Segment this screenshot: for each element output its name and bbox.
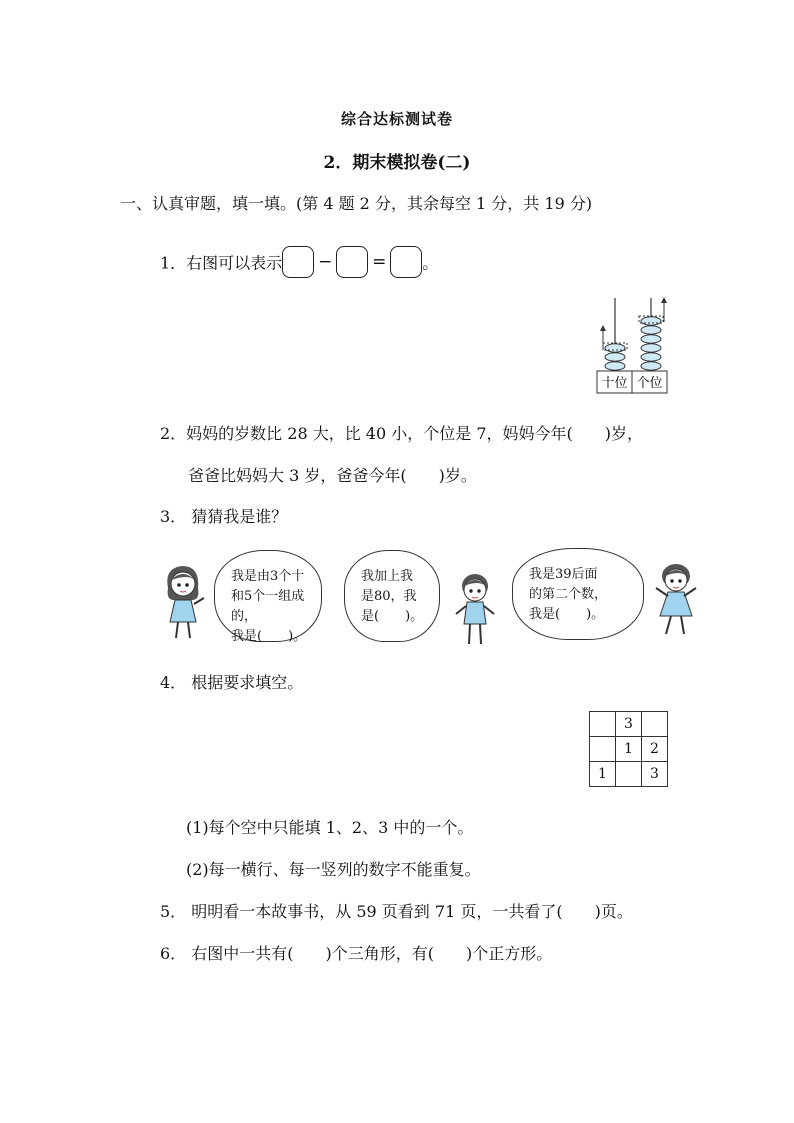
- number-grid: [589, 711, 668, 787]
- abacus-figure: [596, 296, 668, 394]
- answer-box-1[interactable]: [282, 246, 314, 278]
- grid-cell[interactable]: [642, 712, 668, 737]
- abacus-bead: [641, 335, 661, 343]
- grid-cell[interactable]: [590, 712, 616, 737]
- question-1-end: 。: [422, 253, 439, 273]
- girl-illustration: [650, 558, 702, 640]
- question-4-rule-2: (2)每一横行、每一竖列的数字不能重复。: [186, 860, 481, 879]
- answer-box-2[interactable]: [336, 246, 368, 278]
- paper-subtitle: 2．期末模拟卷(二): [323, 153, 471, 173]
- speech-bubble-2: [344, 550, 440, 642]
- bubble-1-line-3: 我是( )。: [231, 629, 307, 644]
- abacus-bead: [605, 344, 625, 352]
- bubble-3-line-1: 我是39后面: [529, 567, 598, 582]
- grid-row: [590, 712, 668, 737]
- bubble-3-line-2: 的第二个数，: [529, 587, 608, 602]
- bubble-1-line-1: 我是由3个十: [231, 569, 305, 584]
- grid-cell[interactable]: [590, 737, 616, 762]
- ones-beads: [639, 316, 663, 370]
- question-1: [160, 246, 438, 278]
- abacus-drawing: [596, 296, 668, 394]
- grid-cell[interactable]: [616, 762, 642, 787]
- grid-cell: 2: [642, 737, 668, 762]
- question-5: 5． 明明看一本故事书，从 59 页看到 71 页，一共看了( )页。: [160, 902, 633, 921]
- bubble-2-line-3: 是( )。: [361, 609, 424, 624]
- tens-place-label: 十位: [601, 376, 628, 391]
- bubble-3-line-3: 我是( )。: [529, 607, 605, 622]
- grid-row: [590, 737, 668, 762]
- grid-cell: 3: [616, 712, 642, 737]
- question-2-line-1: 2．妈妈的岁数比 28 大，比 40 小，个位是 7，妈妈今年( )岁，: [160, 424, 643, 443]
- minus-sign: −: [318, 252, 333, 272]
- paper-title: 综合达标测试卷: [340, 110, 453, 128]
- section-heading: 一、认真审题，填一填。(第 4 题 2 分，其余每空 1 分，共 19 分): [120, 194, 593, 213]
- grid-cell: 1: [616, 737, 642, 762]
- abacus-bead: [641, 362, 661, 370]
- question-2-line-2: 爸爸比妈妈大 3 岁，爸爸今年( )岁。: [188, 466, 477, 485]
- abacus-bead: [605, 353, 625, 361]
- question-4: 4． 根据要求填空。: [160, 673, 304, 692]
- question-6: 6． 右图中一共有( )个三角形，有( )个正方形。: [160, 944, 553, 963]
- arrow-up-icon: [600, 325, 606, 350]
- grid-row: [590, 762, 668, 787]
- abacus-bead: [641, 326, 661, 334]
- ones-place-label: 个位: [636, 376, 663, 391]
- abacus-bead: [641, 353, 661, 361]
- abacus-bead: [641, 317, 661, 325]
- bubble-2-line-1: 我加上我: [361, 569, 414, 584]
- abacus-bead: [605, 362, 625, 370]
- question-3: 3． 猜猜我是谁？: [160, 507, 288, 526]
- grid-cell: 3: [642, 762, 668, 787]
- bubble-1-line-2: 和5个一组成的，: [231, 589, 305, 624]
- equals-sign: =: [372, 252, 387, 272]
- question-4-rule-1: (1)每个空中只能填 1、2、3 中的一个。: [186, 818, 474, 837]
- abacus-bead: [641, 344, 661, 352]
- tens-beads: [603, 343, 627, 370]
- arrow-up-icon: [661, 297, 667, 322]
- answer-box-3[interactable]: [390, 246, 422, 278]
- grid-cell: 1: [590, 762, 616, 787]
- girl-illustration: [450, 568, 500, 650]
- bubble-2-line-2: 是80，我: [361, 589, 417, 604]
- speech-bubble-3: [512, 548, 644, 640]
- question-1-text: 1．右图可以表示: [160, 253, 283, 273]
- girl-illustration: [158, 560, 210, 644]
- speech-bubble-1: [214, 550, 322, 642]
